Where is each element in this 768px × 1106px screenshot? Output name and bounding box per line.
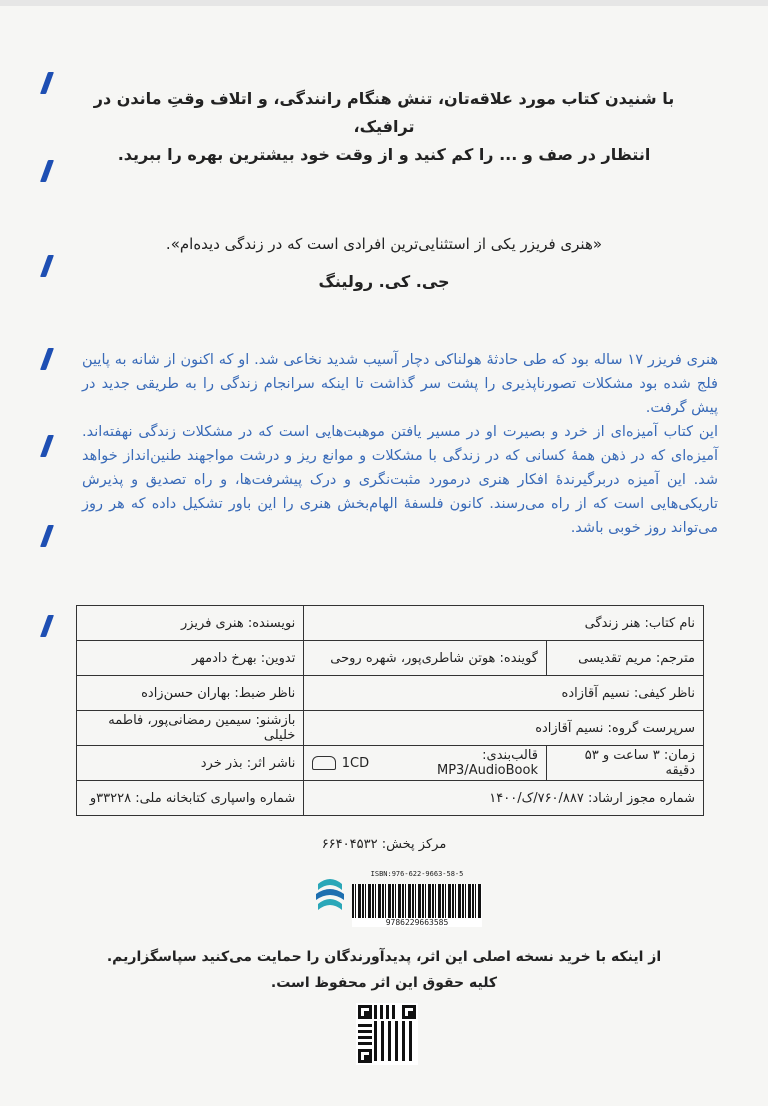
description [82,348,718,540]
translator-cell: مترجم: مریم تقدیسی [547,641,704,676]
distribution-center: مرکز پخش: ۶۶۴۰۴۵۳۲ [321,837,447,852]
quote-text: «هنری فریزر یکی از استثنایی‌ترین افرادی است که در زندگی دیده‌ام». [165,235,603,253]
publisher-cell: ناشر اثر: بذر خرد [77,746,304,781]
editor-cell: تدوین: بهرخ دادمهر [77,641,304,676]
intro-line: انتظار در صف و ... را کم کنید و از وقت خود بیشترین بهره را ببرید. [117,145,651,164]
slash-mark [40,348,54,370]
slash-mark [40,525,54,547]
description-paragraph: هنری فریزر ۱۷ ساله بود که طی حادثهٔ هولناکی دچار آسیب شدید نخاعی شد. او که اکنون از شانه به پایین فلج شده بود مشکلات تصورناپذیری را پشت سر گذاشت تا اینکه سرانجام زندگی را به طریقی جدید در پیش گرفت. [82,352,719,416]
slash-mark [40,435,54,457]
barcode-number: 9786229663585 [352,918,482,927]
writer-cell: نویسنده: هنری فریزر [77,606,304,641]
barcode-bars [352,884,482,922]
permit-cell: شماره مجوز ارشاد: ۷۶۰/۸۸۷/ک/۱۴۰۰ [304,781,704,816]
duration-cell: زمان: ۳ ساعت و ۵۳ دقیقه [547,746,704,781]
footer-text [0,944,768,996]
barcode-area [312,868,486,930]
intro-text [90,85,678,169]
intro-line: با شنیدن کتاب مورد علاقه‌تان، تنش هنگام رانندگی، و اتلاف وقتِ ماندن در ترافیک، [93,89,675,136]
narrator-cell: گوینده: هوتن شاطری‌پور، شهره روحی [304,641,547,676]
format-cd-cell [304,746,547,781]
book-name-cell: نام کتاب: هنر زندگی [304,606,704,641]
cd-icon [312,756,335,770]
credits-table [76,605,704,816]
cd-count: 1CD [341,755,370,771]
format-label: قالب‌بندی: MP3/AudioBook [436,748,538,778]
top-edge [0,0,768,6]
description-paragraph: این کتاب آمیزه‌ای از خرد و بصیرت او در مسیر یافتن موهبت‌هایی است که در مشکلات زندگی نهفته‌اند. آمیزه‌ای که در ذهن همهٔ کسانی که در زندگی با مشکلات و موانع ریز و درشت مواجهند طنین‌انداز خواهد شد. این آمیزه دربرگیرندهٔ افکار هنری درمورد مثبت‌نگری و درک پیشرفت‌ها، و راه تصدیق و پذیرش تاریکی‌هایی است که از راه می‌رسند. کانون فلسفهٔ الهام‌بخش هنری را این باور تشکیل داده که هر روز می‌تواند روز خوبی باشد. [82,424,718,536]
library-cell: شماره واسپاری کتابخانه ملی: ۳۳۲۲۸و [77,781,304,816]
publisher-logo-icon [312,874,348,918]
group-head-cell: سرپرست گروه: نسیم آقازاده [304,711,704,746]
isbn-text: ISBN:976-622-9663-58-5 [370,870,464,878]
qr-code-icon [356,1003,418,1065]
thanks-line: از اینکه با خرید نسخه اصلی این اثر، پدیدآورندگان را حمایت می‌کنید سپاسگزاریم. [106,949,662,965]
slash-mark [40,160,54,182]
reviewer-cell: بازشنو: سیمین رمضانی‌پور، فاطمه خلیلی [77,711,304,746]
slash-mark [40,615,54,637]
slash-mark [40,72,54,94]
copyright-line: کلیه حقوق این اثر محفوظ است. [270,975,498,991]
quality-supervisor-cell: ناظر کیفی: نسیم آقازاده [304,676,704,711]
recording-supervisor-cell: ناظر ضبط: بهاران حسن‌زاده [77,676,304,711]
quote-author: جی. کی. رولینگ [318,272,450,291]
